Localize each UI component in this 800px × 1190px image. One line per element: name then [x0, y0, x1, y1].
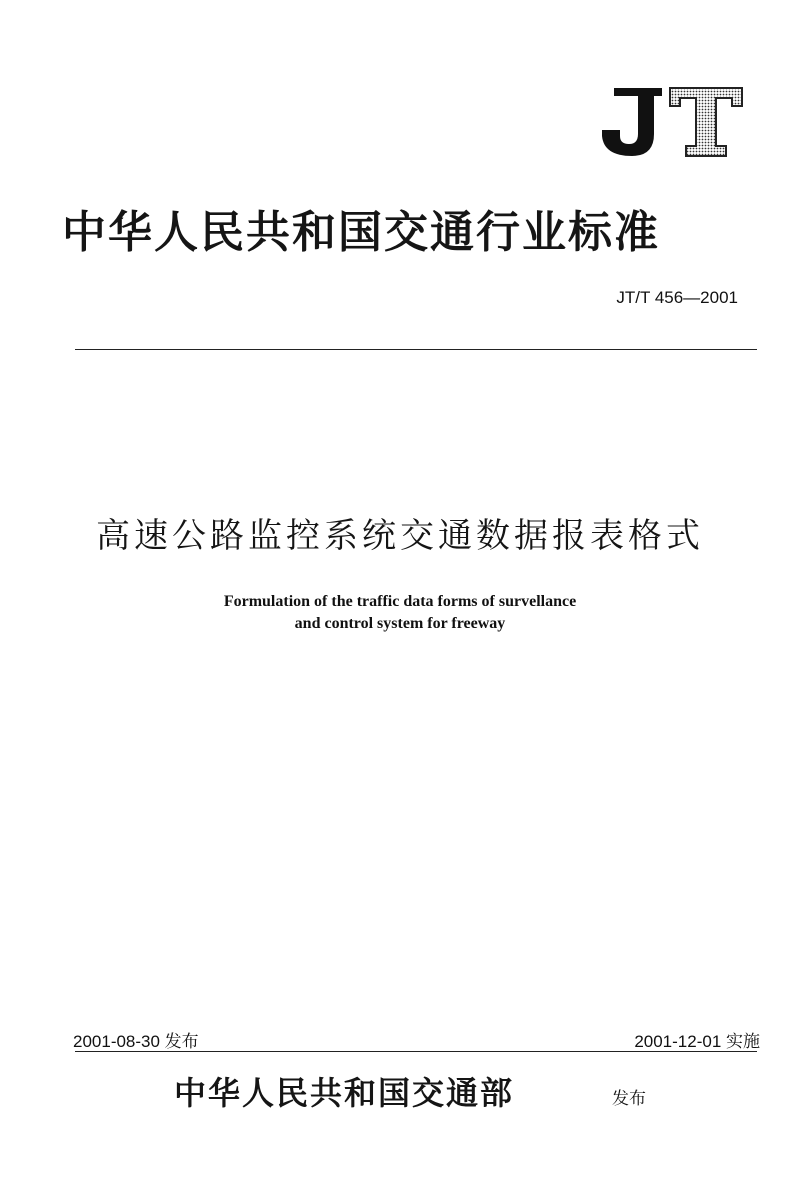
- document-title-english-line1: Formulation of the traffic data forms of survellance: [223, 593, 577, 610]
- implementation-date: 2001-12-01 实施: [634, 1032, 760, 1051]
- jt-logo: [596, 84, 744, 160]
- standard-number: JT/T 456—2001: [616, 288, 738, 307]
- logo-letter-j: [602, 88, 662, 156]
- logo-text: JT: [596, 84, 598, 85]
- publish-label: 发布: [612, 1089, 646, 1109]
- document-title-chinese: 高速公路监控系统交通数据报表格式: [96, 516, 704, 556]
- document-title-english-line2: and control system for freeway: [294, 615, 506, 632]
- document-title-english: [0, 591, 800, 635]
- publisher-name: 中华人民共和国交通部: [174, 1074, 515, 1112]
- logo-letter-t: [670, 88, 742, 156]
- standard-title: 中华人民共和国交通行业标准: [62, 207, 660, 258]
- issue-date: 2001-08-30 发布: [73, 1032, 199, 1051]
- header-divider: [75, 349, 757, 350]
- footer-divider: [75, 1051, 757, 1052]
